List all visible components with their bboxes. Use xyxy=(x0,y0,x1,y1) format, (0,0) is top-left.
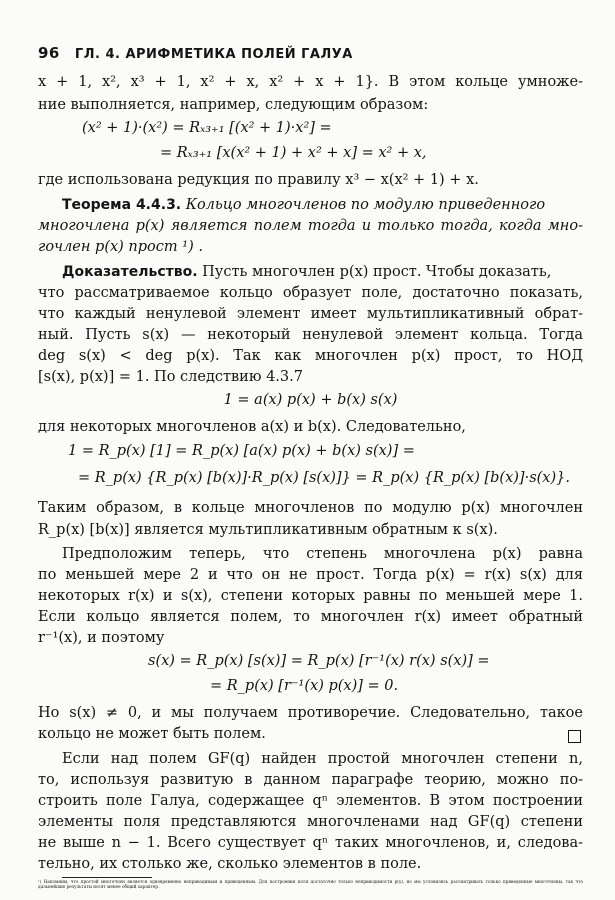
para4-line-1: Но s(x) ≠ 0, и мы получаем противоречие. Следовательно, такое xyxy=(38,705,583,721)
footnote xyxy=(38,879,583,900)
footnote-line-1: ¹) Напомним, что простой многочлен является одновременно неприводимым xyxy=(38,879,218,884)
para3-line-5: r⁻¹(x), и поэтому xyxy=(38,630,165,646)
para2-line-1: Таким образом, в кольце многочленов по модулю p(x) многочлен xyxy=(38,500,583,516)
proof-line-4: ный. Пусть s(x) — некоторый ненулевой элемент кольца. Тогда xyxy=(38,327,583,343)
equation-3-line-1: 1 = R_p(x) [1] = R_p(x) [a(x) p(x) + b(x) s(x)] = xyxy=(68,443,415,459)
running-title: ГЛ. 4. АРИФМЕТИКА ПОЛЕЙ ГАЛУА xyxy=(74,47,353,62)
equation-3-line-2: = R_p(x) {R_p(x) [b(x)]·R_p(x) [s(x)]} = R_p(x) {R_p(x) [b(x)]·s(x)}. xyxy=(78,470,570,486)
theorem-line-2: многочлена p(x) является полем тогда и только тогда, когда мно- xyxy=(38,218,583,234)
theorem-line-3: гочлен p(x) прост ¹) . xyxy=(38,239,203,255)
para3-line-4: Если кольцо является полем, то многочлен r(x) имеет обратный xyxy=(38,609,583,625)
intro-line-1: x + 1, x², x³ + 1, x² + x, x² + x + 1}. В этом кольце умноже- xyxy=(38,74,583,90)
proof-line-1 xyxy=(62,262,551,282)
qed-symbol xyxy=(568,728,581,747)
footnote-text xyxy=(38,879,583,889)
footnote-line-3: но мы условились рассматривать только приведенные многочлены, так что xyxy=(406,879,583,884)
para2-line-2: R_p(x) [b(x)] является мультипликативным обратным к s(x). xyxy=(38,522,498,538)
reduction-line: где использована редукция по правилу x³ − x(x² + 1) + x. xyxy=(38,172,479,188)
proof-text-1: Пусть многочлен p(x) прост. Чтобы доказать, xyxy=(202,264,552,280)
theorem-line-1 xyxy=(62,195,545,215)
para5-line-1: Если над полем GF(q) найден простой многочлен степени n, xyxy=(62,751,583,767)
proof-line-3: что каждый ненулевой элемент имеет мультипликативный обрат- xyxy=(38,306,583,322)
para3-line-1: Предположим теперь, что степень многочлена p(x) равна xyxy=(62,546,583,562)
equation-1-line-2: = Rₓ₃₊₁ [x(x² + 1) + x² + x] = x² + x, xyxy=(160,145,427,161)
para5-line-5: не выше n − 1. Всего существует qⁿ таких многочленов, и, следова- xyxy=(38,835,583,851)
footnote-line-2: и приведенным. Для построения поля достаточно только неприводимости p(x), xyxy=(219,879,405,884)
intro-line-2: ние выполняется, например, следующим образом: xyxy=(38,97,429,113)
equation-1-line-1: (x² + 1)·(x²) = Rₓ₃₊₁ [(x² + 1)·x²] = xyxy=(82,120,332,136)
footnote-rule xyxy=(62,877,152,878)
page-number: 96 xyxy=(38,44,60,62)
para5-line-4: элементы поля представляются многочленами над GF(q) степени xyxy=(38,814,583,830)
proof-line-2: что рассматриваемое кольцо образует поле, достаточно показать, xyxy=(38,285,583,301)
proof-line-5: deg s(x) < deg p(x). Так как многочлен p(x) прост, то НОД xyxy=(38,348,583,364)
para5-line-2: то, используя развитую в данном параграфе теорию, можно по- xyxy=(38,772,583,788)
theorem-label: Теорема 4.4.3. xyxy=(62,197,182,213)
para5-line-6: тельно, их столько же, сколько элементов в поле. xyxy=(38,856,422,872)
para5-line-3: строить поле Галуа, содержащее qⁿ элементов. В этом построении xyxy=(38,793,583,809)
running-header xyxy=(38,44,353,62)
equation-2: 1 = a(x) p(x) + b(x) s(x) xyxy=(223,392,398,408)
theorem-text-1: Кольцо многочленов по модулю приведенного xyxy=(185,197,546,213)
proof-line-6: [s(x), p(x)] = 1. По следствию 4.3.7 xyxy=(38,369,303,385)
equation-4-line-1: s(x) = R_p(x) [s(x)] = R_p(x) [r⁻¹(x) r(x) s(x)] = xyxy=(148,653,490,669)
para3-line-2: по меньшей мере 2 и что он не прост. Тогда p(x) = r(x) s(x) для xyxy=(38,567,583,583)
para3-line-3: некоторых r(x) и s(x), степени которых равны по меньшей мере 1. xyxy=(38,588,583,604)
proof-label: Доказательство. xyxy=(62,264,198,280)
para4-line-2: кольцо не может быть полем. xyxy=(38,726,266,742)
equation-4-line-2: = R_p(x) [r⁻¹(x) p(x)] = 0. xyxy=(210,678,399,694)
after-eq2-line: для некоторых многочленов a(x) и b(x). Следовательно, xyxy=(38,419,466,435)
footnote-line-4: дальнейшие результаты носят менее общий характер. xyxy=(38,884,160,889)
